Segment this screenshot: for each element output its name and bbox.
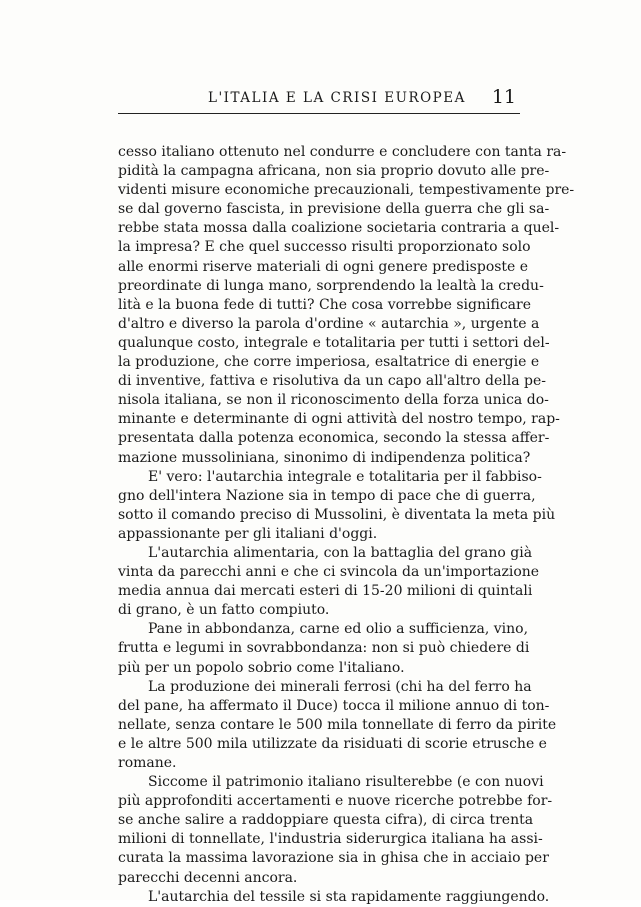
text-line: Siccome il patrimonio italiano risulterebbe (e con nuovi [148,774,544,791]
text-line: di grano, è un fatto compiuto. [118,602,330,619]
text-line: se anche salire a raddoppiare questa cifra), di circa trenta [118,812,534,829]
text-line: minante e determinante di ogni attività del nostro tempo, rap- [118,411,560,428]
text-line: più approfonditi accertamenti e nuove ricerche potrebbe for- [118,793,553,810]
running-title: L'ITALIA E LA CRISI EUROPEA [208,90,466,106]
text-line: curata la massima lavorazione sia in ghisa che in acciaio per [118,850,549,867]
text-line: gno dell'intera Nazione sia in tempo di pace che di guerra, [118,487,536,504]
running-head [118,88,520,110]
text-line: nisola italiana, se non il riconoscimento della forza unica do- [118,392,549,409]
text-line: qualunque costo, integrale e totalitaria per tutti i settori del- [118,334,550,351]
text-line: di inventive, fattiva e risolutiva da un capo all'altro della pe- [118,373,546,390]
text-line: presentata dalla potenza economica, secondo la stessa affer- [118,430,550,447]
text-line: La produzione dei minerali ferrosi (chi ha del ferro ha [148,678,532,695]
text-line: Pane in abbondanza, carne ed olio a sufficienza, vino, [148,621,529,638]
text-line: preordinate di lunga mano, sorprendendo la lealtà la credu- [118,277,544,294]
body-text [118,143,575,907]
text-line: frutta e legumi in sovrabbondanza: non si può chiedere di [118,640,530,657]
text-line: L'autarchia alimentaria, con la battaglia del grano già [148,544,533,561]
text-line: alle enormi riserve materiali di ogni genere predisposte e [118,258,529,275]
page-number: 11 [491,86,516,108]
header-rule [118,113,520,114]
text-line: e le altre 500 mila utilizzate da risiduati di scorie etrusche e [118,735,547,752]
text-line: milioni di tonnellate, l'industria siderurgica italiana ha assi- [118,831,543,848]
text-line: vinta da parecchi anni e che ci svincola da un'importazione [118,564,540,581]
text-line: la produzione, che corre imperiosa, esaltatrice di energie e [118,354,540,371]
text-line: del pane, ha affermato il Duce) tocca il milione annuo di ton- [118,697,550,714]
text-line: lità e la buona fede di tutti? Che cosa vorrebbe significare [118,296,531,313]
text-line: rebbe stata mossa dalla coalizione societaria contraria a quel- [118,220,560,237]
text-line: più per un popolo sobrio come l'italiano. [118,659,405,676]
text-line: mazione mussoliniana, sinonimo di indipendenza politica? [118,449,531,466]
text-line: parecchi decenni ancora. [118,869,298,886]
text-line: pidità la campagna africana, non sia proprio dovuto alle pre- [118,163,550,180]
text-line: d'altro e diverso la parola d'ordine « autarchia », urgente a [118,315,540,332]
text-line: la impresa? E che quel successo risulti proporzionato solo [118,239,531,256]
text-line: nellate, senza contare le 500 mila tonnellate di ferro da pirite [118,716,557,733]
text-line: videnti misure economiche precauzionali, tempestivamente pre- [118,182,575,199]
text-line: sotto il comando preciso di Mussolini, è diventata la meta più [118,506,556,523]
text-line: appassionante per gli italiani d'oggi. [118,525,378,542]
text-line: romane. [118,755,177,771]
text-line: media annua dai mercati esteri di 15-20 milioni di quintali [118,583,533,600]
text-line: E' vero: l'autarchia integrale e totalitaria per il fabbiso- [148,468,542,485]
text-line: L'autarchia del tessile si sta rapidamente raggiungendo. [148,888,550,905]
text-line: cesso italiano ottenuto nel condurre e concludere con tanta ra- [118,144,567,160]
text-line: se dal governo fascista, in previsione della guerra che gli sa- [118,201,550,218]
